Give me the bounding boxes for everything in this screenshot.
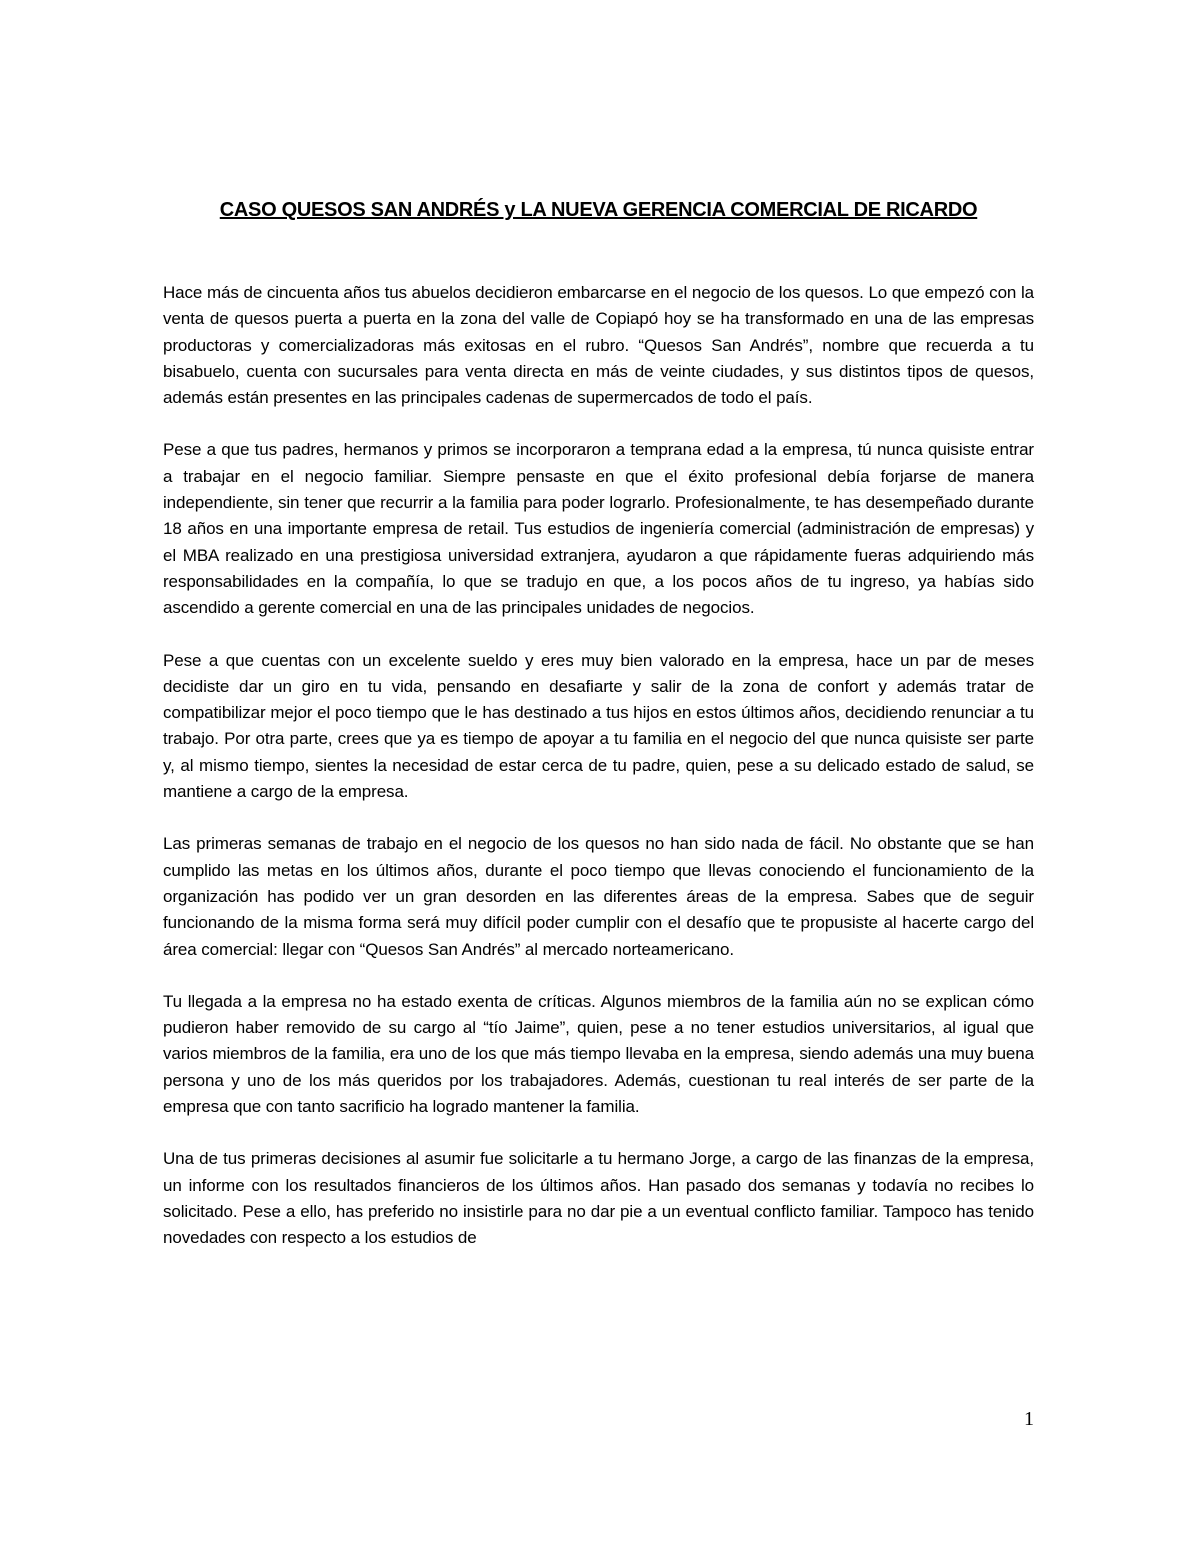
paragraph: Pese a que cuentas con un excelente sueldo y eres muy bien valorado en la empresa, hace un par de meses decidiste dar un giro en tu vida, pensando en desafiarte y salir de la zona de confort y además tratar de compatibilizar mejor el poco tiempo que le has destinado a tus hijos en estos últimos años, decidiendo renunciar a tu trabajo. Por otra parte, crees que ya es tiempo de apoyar a tu familia en el negocio del que nunca quisiste ser parte y, al mismo tiempo, sientes la necesidad de estar cerca de tu padre, quien, pese a su delicado estado de salud, se mantiene a cargo de la empresa. bbox=[163, 650, 1034, 802]
paragraph: Las primeras semanas de trabajo en el negocio de los quesos no han sido nada de fácil. No obstante que se han cumplido las metas en los últimos años, durante el poco tiempo que llevas conociendo el funcionamiento de la organización has podido ver un gran desorden en las diferentes áreas de la empresa. Sabes que de seguir funcionando de la misma forma será muy difícil poder cumplir con el desafío que te propusiste al hacerte cargo del área comercial: llegar con “Quesos San Andrés” al mercado norteamericano. bbox=[163, 834, 1034, 959]
paragraph: Una de tus primeras decisiones al asumir fue solicitarle a tu hermano Jorge, a cargo de las finanzas de la empresa, un informe con los resultados financieros de los últimos años. Han pasado dos semanas y todavía no recibes lo solicitado. Pese a ello, has preferido no insistirle para no dar pie a un eventual conflicto familiar. Tampoco has tenido novedades con respecto a los estudios de bbox=[163, 1149, 1034, 1248]
paragraph: Hace más de cincuenta años tus abuelos decidieron embarcarse en el negocio de los quesos. Lo que empezó con la venta de quesos puerta a puerta en la zona del valle de Copiapó hoy se ha transformado en una de las empresas productoras y comercializadoras más exitosas en el rubro. “Quesos San Andrés”, nombre que recuerda a tu bisabuelo, cuenta con sucursales para venta directa en más de veinte ciudades, y sus distintos tipos de quesos, además están presentes en las principales cadenas de supermercados de todo el país. bbox=[163, 283, 1034, 408]
paragraph: Pese a que tus padres, hermanos y primos se incorporaron a temprana edad a la empresa, tú nunca quisiste entrar a trabajar en el negocio familiar. Siempre pensaste en que el éxito profesional debía forjarse de manera independiente, sin tener que recurrir a la familia para poder lograrlo. Profesionalmente, te has desempeñado durante 18 años en una importante empresa de retail. Tus estudios de ingeniería comercial (administración de empresas) y el MBA realizado en una prestigiosa universidad extranjera, ayudaron a que rápidamente fueras adquiriendo más responsabilidades en la compañía, lo que se tradujo en que, a los pocos años de tu ingreso, ya habías sido ascendido a gerente comercial en una de las principales unidades de negocios. bbox=[163, 440, 1034, 618]
page-number: 1 bbox=[1024, 1408, 1034, 1430]
document-body bbox=[163, 280, 1034, 1278]
document-title: CASO QUESOS SAN ANDRÉS y LA NUEVA GERENCIA COMERCIAL DE RICARDO bbox=[219, 199, 978, 221]
paragraph: Tu llegada a la empresa no ha estado exenta de críticas. Algunos miembros de la familia aún no se explican cómo pudieron haber removido de su cargo al “tío Jaime”, quien, pese a no tener estudios universitarios, al igual que varios miembros de la familia, era uno de los que más tiempo llevaba en la empresa, siendo además una muy buena persona y uno de los más queridos por los trabajadores. Además, cuestionan tu real interés de ser parte de la empresa que con tanto sacrificio ha logrado mantener la familia. bbox=[163, 991, 1034, 1117]
